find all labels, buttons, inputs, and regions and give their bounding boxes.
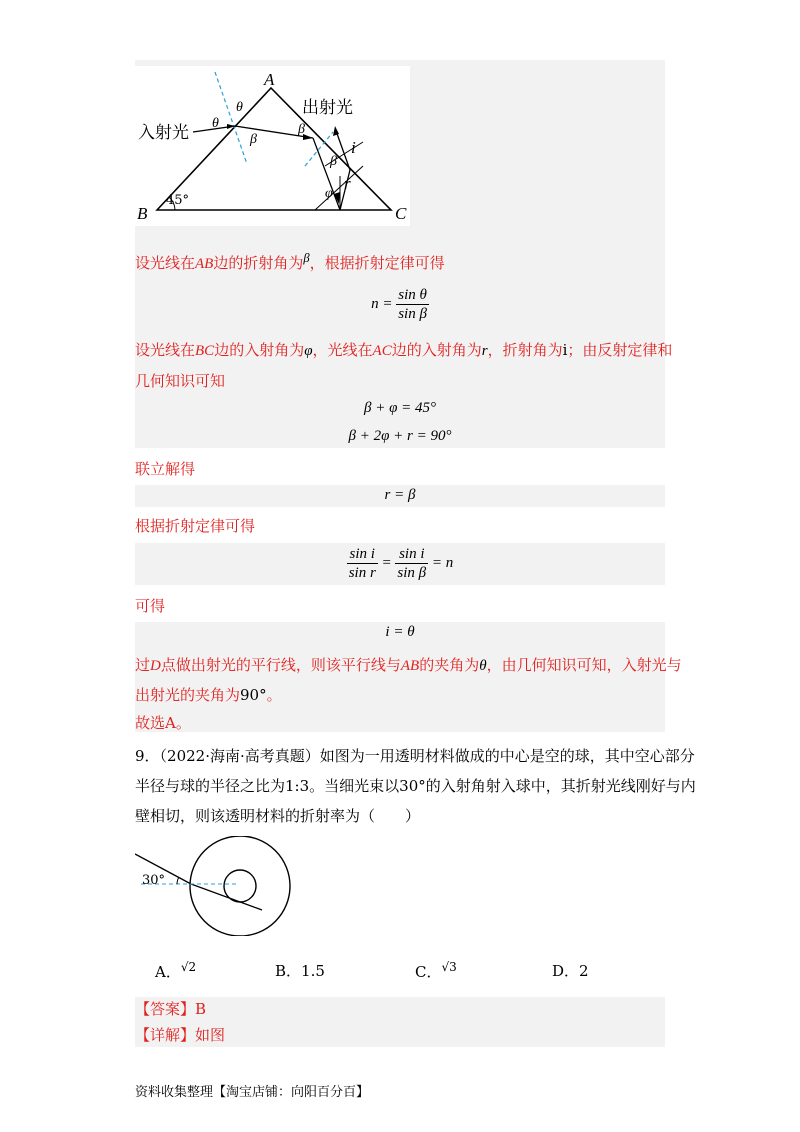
angle-b-label: 45° [166,193,190,208]
detail-line: 【详解】如图 [135,1026,226,1044]
sphere-angle-label: 30° [142,873,166,888]
solution-line-7: 过D点做出射光的平行线，则该平行线与AB的夹角为θ，由几何知识可知，入射光与 [135,656,682,674]
solution-line-1: 设光线在AB边的折射角为$^\beta$，根据折射定律可得 [135,251,445,272]
option-a[interactable]: A．$^{√2}$ [155,960,197,981]
beta-label-1: β [250,132,257,147]
beta-label-2: β [298,122,305,137]
answer-line: 【答案】B [135,1000,207,1018]
equation-6: i = θ [385,624,415,640]
theta-label-1: θ [212,116,219,131]
vertex-b: B [137,204,148,223]
option-d[interactable]: D．2 [552,962,589,980]
vertex-c: C [395,204,407,223]
phi-label: φ [325,186,333,201]
question-line-3: 壁相切，则该透明材料的折射率为（ ） [135,807,421,825]
solution-line-4: 联立解得 [135,460,196,478]
option-c[interactable]: C．$^{√3}$ [415,960,457,981]
equation-3: β + 2φ + r = 90° [348,428,452,444]
vertex-a: A [264,70,275,89]
beta-label-3: β [330,154,337,169]
question-line-2: 半径与球的半径之比为1:3。当细光束以30°的入射角射入球中，其折射光线刚好与内 [135,777,696,795]
r-label: r [344,174,351,193]
incident-ray-label: 入射光 [138,123,189,143]
option-b[interactable]: B．1.5 [275,962,325,980]
solution-line-8: 出射光的夹角为90°。 [135,686,282,704]
solution-line-5: 根据折射定律可得 [135,517,256,535]
solution-line-2: 设光线在BC边的入射角为φ，光线在AC边的入射角为r，折射角为i；由反射定律和 [135,341,673,359]
equation-4: r = β [384,487,416,503]
equation-n: n = $\frac{\text{sin θ}}{\text{sin β}}$ [371,287,427,322]
footer-text: 资料收集整理【淘宝店铺：向阳百分百】 [135,1085,370,1100]
i-label: i [351,138,356,157]
exit-ray-label: 出射光 [302,98,353,118]
solution-line-6: 可得 [135,597,166,615]
equation-5: $\frac{\text{sin i}}{\text{sin r}}$ = $\frac{\text{sin i}}{\text{sin β}}$ = n [348,546,454,581]
solution-line-3: 几何知识可知 [135,372,226,390]
solution-line-9: 故选A。 [135,714,191,732]
question-line-1: 9．（2022·海南·高考真题）如图为一用透明材料做成的中心是空的球，其中空心部分 [135,747,695,765]
theta-label-2: θ [236,100,243,115]
equation-2: β + φ = 45° [363,400,436,416]
